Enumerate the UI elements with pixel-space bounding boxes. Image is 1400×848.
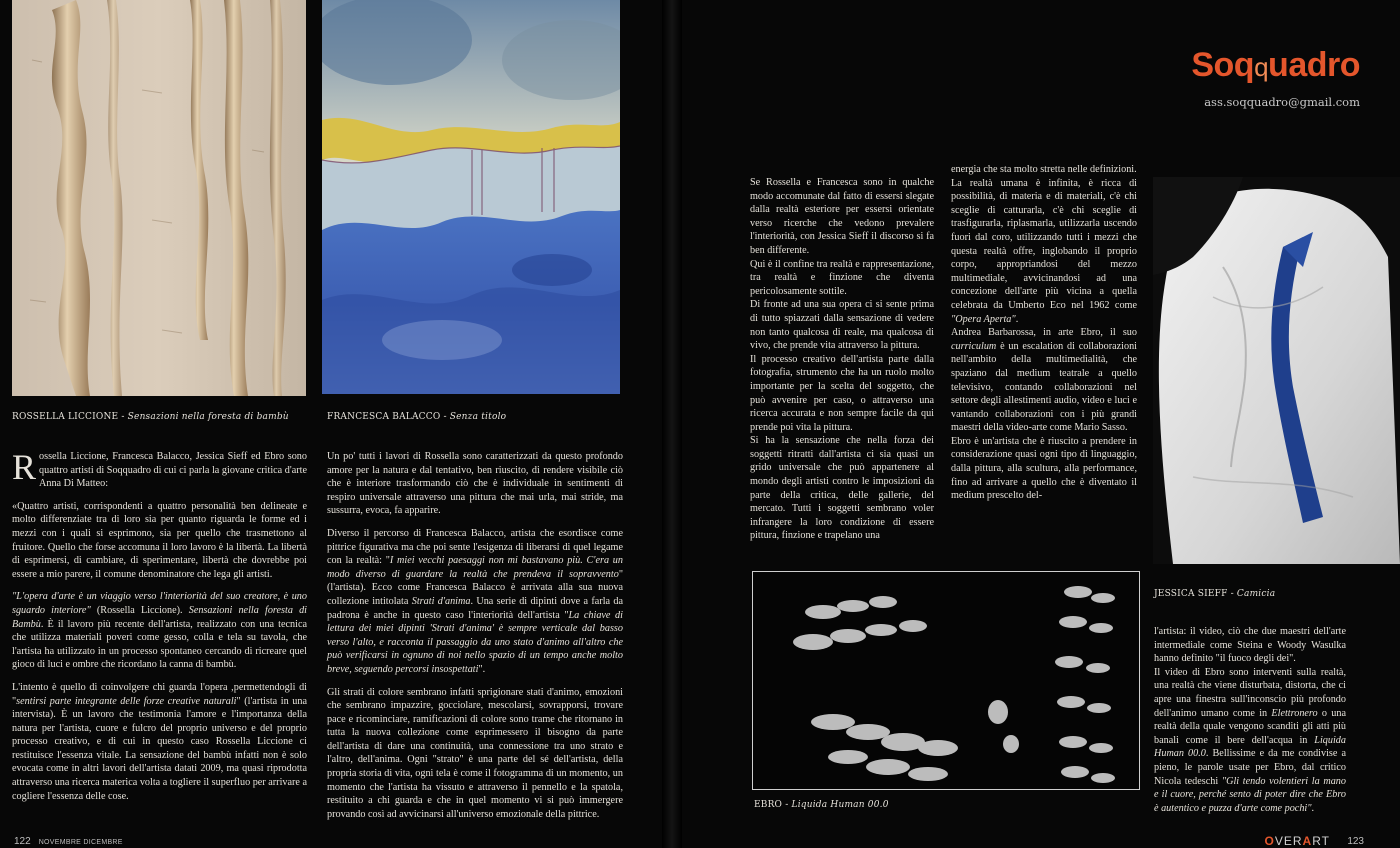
caption-ebro: EBRO - Liquida Human 00.0 <box>754 800 889 810</box>
page-number-left <box>14 836 123 847</box>
artwork-image-balacco <box>322 0 620 394</box>
caption-work-title: Sensazioni nella foresta di bambù <box>127 412 289 422</box>
article-column-5 <box>1154 625 1346 815</box>
caption-artist: JESSICA SIEFF <box>1154 589 1228 599</box>
page-number: 123 <box>1347 836 1364 847</box>
caption-work-title: Liquida Human 00.0 <box>791 800 889 810</box>
artwork-image-liccione <box>12 0 306 396</box>
article-column-3 <box>750 176 934 543</box>
article-paragraph: L'intento è quello di coinvolgere chi guarda l'opera ,permettendogli di "sentirsi parte integrante delle forze creative naturali" (l'artista in una intervista). È un lavoro che testimonia l'amore e l'importanza della natura per l'artista, cuore e fulcro del proprio universo e del proprio processo creativo, e di cui in questo caso Rossella Liccione ci restituisce l'essenza vitale. La sensazione del bambù infatti non è solo evocata come in altri lavori dell'artista datati 2009, ma quasi riprodotta attraverso una ricerca materica volta a togliere il superfluo per arrivare a cogliere l'essenza delle cose. <box>12 681 307 802</box>
article-paragraph: "L'opera d'arte è un viaggio verso l'interiorità del suo creatore, è uno sguardo interiore" (Rossella Liccione). Sensazioni nella foresta di Bambù. È il lavoro più recente dell'artista, realizzato con una tecnica che utilizza materiali poveri come gesso, colla e tela su tavola, che l'artista ha utilizzato in un processo spontaneo cercando di ricreare quel gioco di luci e ombre che ricordano la canna di bambù. <box>12 591 307 671</box>
right-page <box>682 0 1400 848</box>
article-column-4 <box>951 163 1137 503</box>
artwork-image-sieff <box>1153 177 1400 564</box>
caption-work-title: Camicia <box>1236 589 1276 599</box>
caption-balacco: FRANCESCA BALACCO - Senza titolo <box>327 412 507 422</box>
article-paragraph: l'artista: il video, ciò che due maestri dell'arte intermediale come Steina e Woody Wasulka hanno definito "il fuoco degli dei". Il video di Ebro sono interventi sulla realtà, una realtà che viene disturbata, distorta, che ci apre una finestra sull'inconscio più profondo dell'animo umano come in Elettronero o una realtà della quale vengono scanditi gli atti più banali come il bere dell'acqua in Liquida Human 00.0. Bellissime e da me condivise a pieno, le parole usate per Ebro, dal critico Nicola tedeschi "Gli tendo volentieri la mano e il cuore, perché sento di poter dire che Ebro è autentico e puzza d'arte come pochi". <box>1154 626 1346 814</box>
article-paragraph: «Quattro artisti, corrispondenti a quattro personalità ben delineate e molto differenziate tra di loro sia per quanto riguarda le forme ed i mezzi con i quali si esprimono, sia per quello che trasmettono al fruitore. Quello che forse accomuna il loro lavoro è la libertà. La libertà di esprimersi, di cambiare, di sperimentare, libertà che dovrebbe poi essere a mio parere, il comune denominatore che lega gli artisti. <box>12 500 307 580</box>
soqquadro-logo: Soqquadro <box>1191 46 1360 84</box>
overart-brand: OVERART <box>1264 834 1330 848</box>
drop-cap: R <box>12 447 37 487</box>
left-page <box>0 0 662 848</box>
caption-sieff: JESSICA SIEFF - Camicia <box>1154 589 1276 599</box>
article-paragraph: Se Rossella e Francesca sono in qualche modo accomunate dal fatto di essersi slegate dalla realtà esteriore per essersi orientate verso ricerche che vedono prevalere l'interiorità, con Jessica Sieff il discorso si fa ben differente. Qui è il confine tra realtà e rappresentazione, tra realtà e finzione che diventa pericolosamente sottile. Di fronte ad una sua opera ci si sente prima di tutto spiazzati dalla sensazione di vedere non tanto qualcosa di reale, ma qualcosa di vivo, che prende vita attraverso la pittura. Il processo creativo dell'artista parte dalla fotografia, strumento che ha un ruolo molto importante per la scelta del soggetto, che può avvenire per caso, o attraverso una ricerca accurata e non sempre facile da qui prende poi vita la pittura. Si ha la sensazione che nella forza dei soggetti ritratti dall'artista ci sia quasi un grido universale che può appartenere al mondo degli artisti contro le imposizioni da parte della critica, delle gallerie, del mercato. Tutti i soggetti sembrano voler infrangere la loro condizione di essere pittura, finzione e trapelano una <box>750 177 934 542</box>
caption-work-title: Senza titolo <box>449 412 507 422</box>
spread-gutter <box>662 0 682 848</box>
contact-email: ass.soqquadro@gmail.com <box>1204 95 1360 109</box>
article-paragraph: Un po' tutti i lavori di Rossella sono caratterizzati da questo profondo amore per la natura e dal tentativo, ben riuscito, di rendere visibile ciò che è interiore trasformando ciò che è individuale in sentimenti di respiro universale attraverso una pittura che mai urla, mai stride, ma sussurra, evoca, fa apparire. <box>327 451 623 517</box>
article-paragraph: Diverso il percorso di Francesca Balacco, artista che esordisce come pittrice figurativa ma che poi sente l'esigenza di liberarsi di quel legame con la realtà: "I miei vecchi paesaggi non mi bastavano più. C'era un modo diverso di guardare la realtà che prendeva il sopravvento" (l'artista). Ecco come Francesca Balacco è arrivata alla sua nuova collezione intitolata Strati d'anima. Una serie di dipinti dove a farla da padrona è anche in questo caso l'interiorità dell'artista "La chiave di lettura dei miei dipinti 'Strati d'anima' è sempre verticale dal basso verso l'alto, e racconta il passaggio da uno stato d'animo all'altro che può verificarsi in ognuno di noi nello spazio di un tempo anche molto breve, seguendo percorsi insospettati". <box>327 527 623 675</box>
page-number: 122 <box>14 836 31 847</box>
issue-label: NOVEMBRE DICEMBRE <box>38 839 123 846</box>
article-column-2 <box>327 450 623 830</box>
article-paragraph: Gli strati di colore sembrano infatti sprigionare stati d'animo, emozioni che sembrano impazzire, gocciolare, mescolarsi, sovrapporsi, trovare pace e ricominciare, ramificazioni di colore sono trame che ritornano in tutta la nuova collezione come esprimessero il bisogno da parte dell'artista di dare una continuità, una connessione tra uno strato e l'altro, dell'anima. Ogni "strato" è una parte del sé dell'artista, della propria storia di vita, ogni tela è come il fotogramma di un momento, un momento che l'artista ha vissuto e attraverso il pennello e la spatola, restituito a chi guarda e che in quel momento vi si può immergere provando così ad avvicinarsi all'universo emozionale della pittrice. <box>327 686 623 820</box>
article-paragraph: energia che sta molto stretta nelle definizioni. La realtà umana è infinita, è ricca di possibilità, di materia e di materiali, c'è chi sceglie di catturarla, c'è chi sceglie di trasfigurarla, riplasmarla, utilizzarla uscendo fuori dal coro, utilizzando tutti i mezzi che questa realtà offre, inglobando il proprio corpo, appropriandosi del mezzo multimediale, avvicinandosi ad una concezione dell'arte più vicina a quella celebrata da Umberto Eco nel 1962 come "Opera Aperta". Andrea Barbarossa, in arte Ebro, il suo curriculum è un escalation di collaborazioni nell'ambito della multimedialità, che spaziano dal medium teatrale a quello televisivo, contando collaborazioni nel settore degli allestimenti audio, video e luci e vantando collaborazioni con i più grandi maestri della video-arte come Mario Sasso. Ebro è un'artista che è riuscito a prendere in considerazione quasi ogni tipo di linguaggio, dalla pittura, alla scultura, alla performance, fino ad arrivare a quello che è diventato il medium prescelto del- <box>951 164 1137 502</box>
article-column-1 <box>12 447 307 812</box>
caption-artist: ROSSELLA LICCIONE <box>12 412 119 422</box>
artwork-image-ebro <box>752 571 1140 790</box>
caption-artist: FRANCESCA BALACCO <box>327 412 441 422</box>
caption-liccione: ROSSELLA LICCIONE - Sensazioni nella foresta di bambù <box>12 412 289 422</box>
article-intro: Rossella Liccione, Francesca Balacco, Jessica Sieff ed Ebro sono quattro artisti di Soqquadro di cui ci parla la giovane critica d'arte Anna Di Matteo: <box>12 447 307 490</box>
page-number-right <box>1347 836 1364 847</box>
caption-artist: EBRO <box>754 800 783 810</box>
